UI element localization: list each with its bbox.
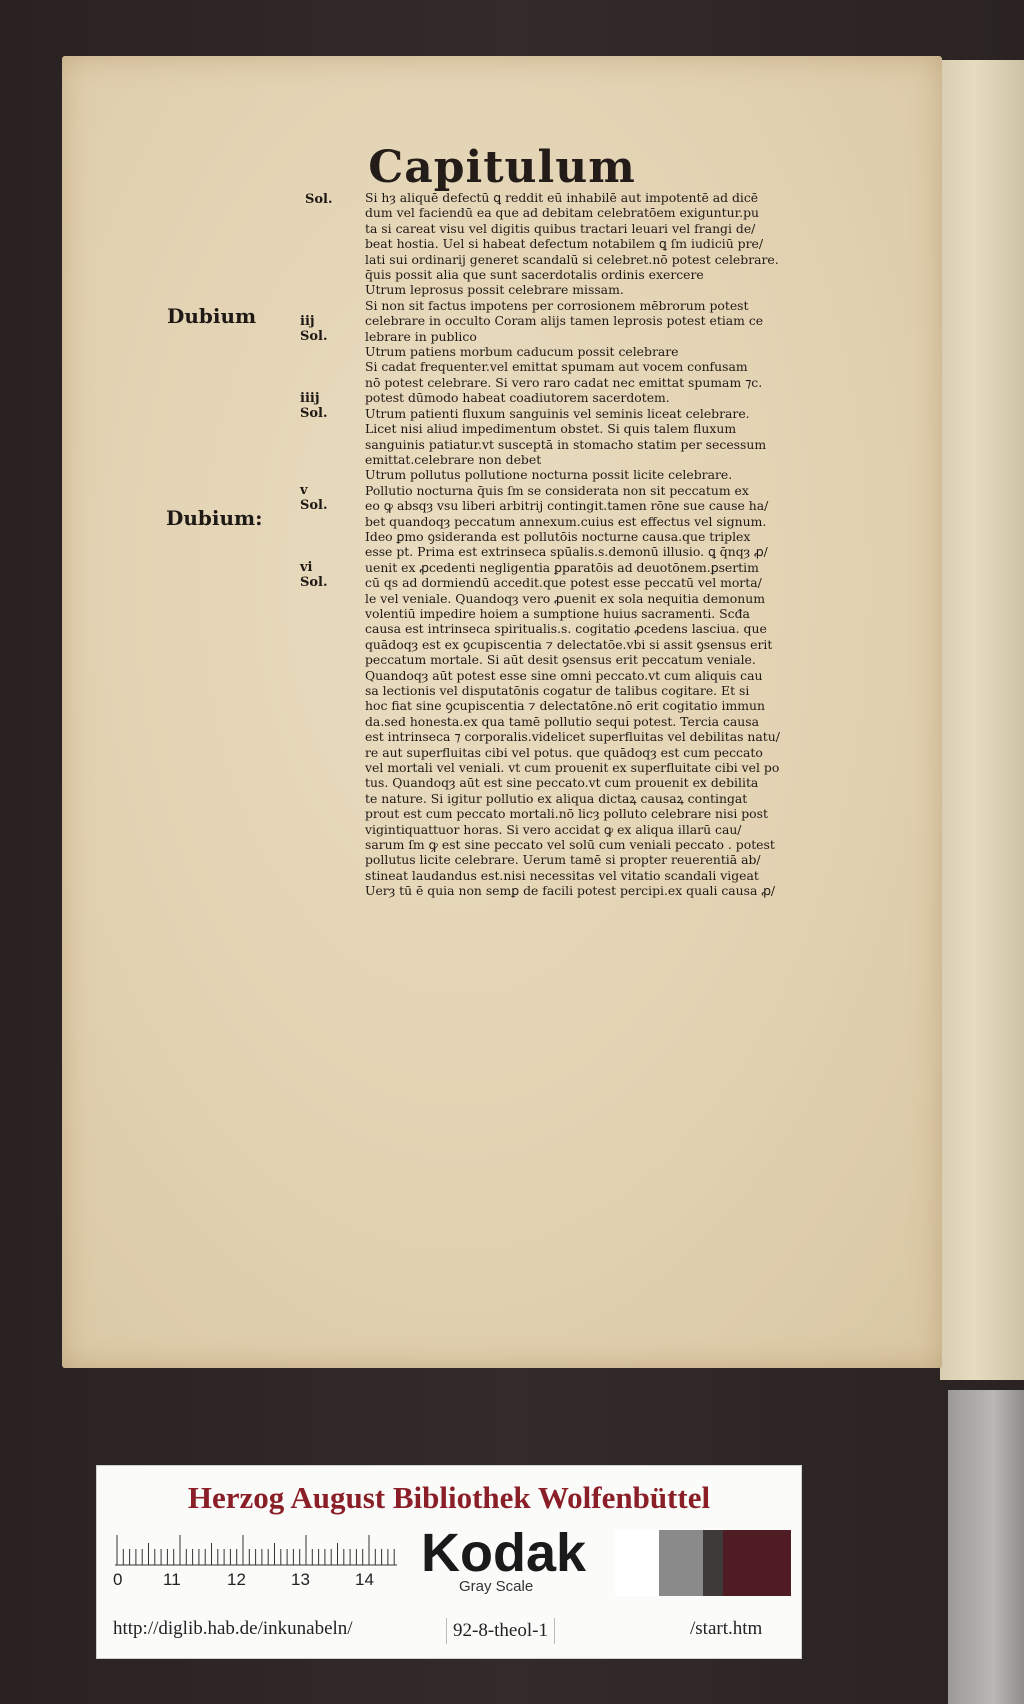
ruler-label-12: 12 <box>227 1570 246 1589</box>
text-line: re aut superfluitas cibi vel potus. que quādoqȝ est cum peccato <box>365 744 763 760</box>
text-line: est intrinseca ⁊ corporalis.videlicet superfluitas vel debilitas natu/ <box>365 729 780 745</box>
marker-v: v <box>300 483 308 498</box>
margin-note-dubium: Dubium <box>167 304 257 328</box>
body-text <box>365 190 935 899</box>
digital-library-url: http://diglib.hab.de/inkunabeln/ <box>113 1618 353 1639</box>
swatch-mid-gray <box>659 1530 703 1596</box>
url-suffix: /start.htm <box>690 1618 763 1639</box>
page-title: Capitulum <box>368 142 636 193</box>
text-line: prout est cum peccato mortali.nō licȝ polluto celebrare nisi post <box>365 806 768 822</box>
margin-note-dubium-2: Dubium: <box>166 506 263 530</box>
text-line: lati sui ordinarij generet scandalū si celebret.nō potest celebrare. <box>365 251 779 267</box>
library-name: Herzog August Bibliothek Wolfenbüttel <box>187 1480 711 1515</box>
text-line: peccatum mortale. Si aūt desit ꝯsensus erit peccatum veniale. <box>365 652 756 668</box>
text-line: stineat laudandus est.nisi necessitas vel vitatio scandali vigeat <box>365 867 759 883</box>
swatch-dark-gray <box>703 1530 723 1596</box>
text-line: quādoqȝ est ex ꝯcupiscentia ⁊ delectatōe.vbi si assit ꝯsensus erit <box>365 636 773 652</box>
text-line: sarum ſm ꝙ est sine peccato vel solū cum veniali peccato . potest <box>365 837 775 853</box>
text-line: uenit ex ꝓcedenti negligentia ꝑparatōis ad deuotōnem.ꝑsertim <box>365 559 759 575</box>
text-line: potest dūmodo habeat coadiutorem sacerdotem. <box>365 390 670 406</box>
next-page-edge-lower <box>948 1390 1024 1704</box>
marker-iiij: iiij <box>300 391 320 406</box>
text-line: Utrum leprosus possit celebrare missam. <box>365 282 624 298</box>
text-line: Utrum pollutus pollutione nocturna possit licite celebrare. <box>365 467 733 483</box>
library-color-card <box>96 1465 802 1659</box>
ruler-label-13: 13 <box>291 1570 310 1589</box>
text-line: hoc fiat sine ꝯcupiscentia ⁊ delectatōne.nō erit cogitatio immun <box>365 698 765 714</box>
text-line: pollutus licite celebrare. Uerum tamē si propter reuerentiā ab/ <box>365 852 761 868</box>
ruler-labels <box>115 1570 397 1590</box>
text-line: te nature. Si igitur pollutio ex aliqua dictaꝝ causaꝝ contingat <box>365 790 748 806</box>
marker-sol: Sol. <box>300 575 328 590</box>
marker-sol: Sol. <box>305 192 333 207</box>
text-line: q̄uis possit alia que sunt sacerdotalis ordinis exercere <box>365 267 704 283</box>
marker-sol: Sol. <box>300 406 328 421</box>
text-line: eo ꝙ absqȝ vsu liberi arbitrij contingit.tamen rōne sue cause ha/ <box>365 498 769 514</box>
text-line: Si cadat frequenter.vel emittat spumam aut vocem confusam <box>365 359 748 375</box>
marker-vi: vi <box>300 560 313 575</box>
ruler-label-14: 14 <box>355 1570 374 1589</box>
text-line: vigintiquattuor horas. Si vero accidat ꝙ ex aliqua illarū cau/ <box>365 821 742 837</box>
text-line: celebrare in occulto Coram alijs tamen leprosis potest etiam ce <box>365 313 764 329</box>
text-line: nō potest celebrare. Si vero raro cadat nec emittat spumam ⁊c. <box>365 374 763 390</box>
text-line: esse pt. Prima est extrinseca spūalis.s.demonū illusio. ꝗ q̄nqȝ ꝓ/ <box>365 544 768 560</box>
text-line: bet quandoqȝ peccatum annexum.cuius est effectus vel signum. <box>365 513 767 529</box>
text-line: tus. Quandoqȝ aūt est sine peccato.vt cum prouenit ex debilita <box>365 775 759 791</box>
text-line: beat hostia. Uel si habeat defectum notabilem ꝗ ſm iudiciū pre/ <box>365 236 764 252</box>
text-line: le vel veniale. Quandoqȝ vero ꝓuenit ex sola nequitia demonum <box>365 590 765 606</box>
text-line: Si non sit factus impotens per corrosionem mēbrorum potest <box>365 297 749 313</box>
text-line: Si hȝ aliquē defectū ꝗ reddit eū inhabilē aut impotentē ad dicē <box>365 190 759 205</box>
text-line: Utrum patiens morbum caducum possit celebrare <box>365 344 679 360</box>
text-line: lebrare in publico <box>365 328 477 344</box>
text-line: cū qs ad dormiendū accedit.que potest esse peccatū vel morta/ <box>365 575 762 591</box>
kodak-logo: Kodak <box>421 1523 587 1583</box>
swatch-white <box>615 1530 659 1596</box>
gray-scale-swatches <box>615 1530 791 1596</box>
text-line: dum vel faciendū ea que ad debitam celebratōem exiguntur.pu <box>365 205 760 221</box>
text-line: Pollutio nocturna q̄uis ſm se considerata non sit peccatum ex <box>365 482 749 498</box>
ruler-label-0: 0 <box>113 1570 123 1589</box>
text-line: emittat.celebrare non debet <box>365 451 542 467</box>
text-line: sa lectionis vel disputatōnis cogatur de talibus cogitare. Et si <box>365 683 750 698</box>
swatch-maroon <box>723 1530 791 1596</box>
next-page-edge <box>940 60 1024 1380</box>
text-line: da.sed honesta.ex qua tamē pollutio sequi potest. Tercia causa <box>365 713 760 729</box>
text-line: Licet nisi aliud impedimentum obstet. Si quis talem fluxum <box>365 421 737 437</box>
marker-iij: iij <box>300 314 315 329</box>
text-line: causa est intrinseca spiritualis.s. cogitatio ꝓcedens lasciua. que <box>365 621 767 637</box>
text-line: Ideo ꝑmo ꝯsideranda est pollutōis nocturne causa.que triplex <box>365 528 751 544</box>
marker-sol: Sol. <box>300 329 328 344</box>
manuscript-page <box>62 56 942 1368</box>
ruler-label-11: 11 <box>163 1570 181 1589</box>
measurement-ruler <box>115 1534 397 1566</box>
text-line: ta si careat visu vel digitis quibus tractari leuari vel frangi de/ <box>365 220 756 236</box>
marker-sol: Sol. <box>300 498 328 513</box>
gray-scale-label: Gray Scale <box>459 1578 534 1595</box>
text-line: volentiū impedire hoiem a sumptione huius sacramenti. Scđa <box>365 605 750 621</box>
text-line: sanguinis patiatur.vt susceptā in stomacho statim per secessum <box>365 436 767 452</box>
text-line: Uerȝ tū ē quia non semꝑ de facili potest percipi.ex quali causa ꝓ/ <box>365 883 776 899</box>
shelfmark: 92-8-theol-1 <box>446 1618 555 1644</box>
text-line: vel mortali vel veniali. vt cum prouenit ex superfluitate cibi vel po <box>365 760 780 776</box>
text-line: Utrum patienti fluxum sanguinis vel seminis liceat celebrare. <box>365 405 750 421</box>
text-line: Quandoqȝ aūt potest esse sine omni peccato.vt cum aliquis cau <box>365 667 763 683</box>
